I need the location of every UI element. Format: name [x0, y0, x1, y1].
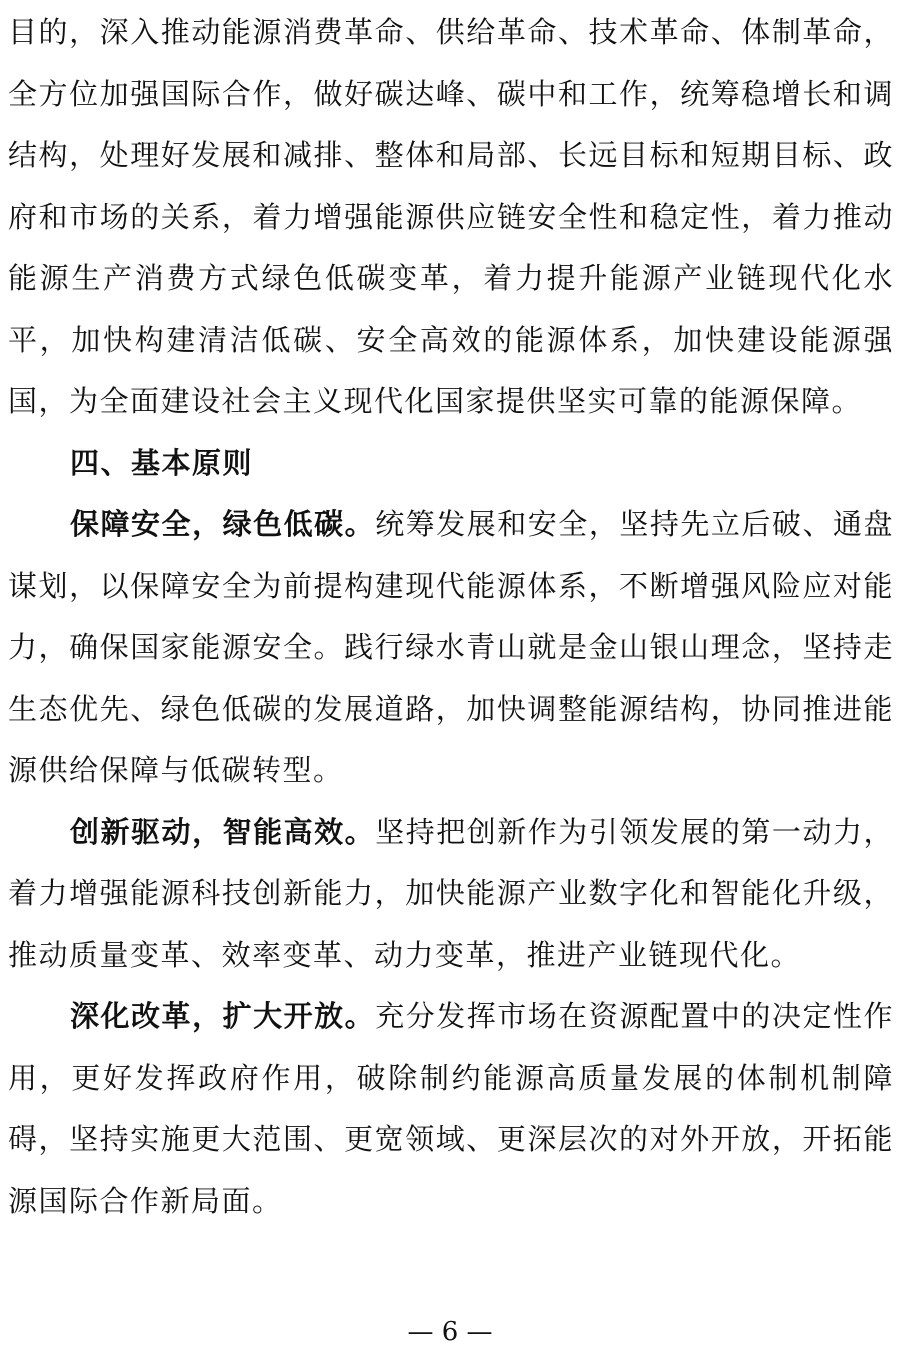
- principle-paragraph-reform: [8, 986, 894, 1232]
- principle-text: 坚持把创新作为引领发展的第一动力，着力增强能源科技创新能力，加快能源产业数字化和智能化升级，推动质量变革、效率变革、动力变革，推进产业链现代化。: [8, 814, 894, 972]
- paragraph-text: 目的，深入推动能源消费革命、供给革命、技术革命、体制革命，全方位加强国际合作，做好碳达峰、碳中和工作，统筹稳增长和调结构，处理好发展和减排、整体和局部、长远目标和短期目标、政府和市场的关系，着力增强能源供应链安全性和稳定性，着力推动能源生产消费方式绿色低碳变革，着力提升能源产业链现代化水平，加快构建清洁低碳、安全高效的能源体系，加快建设能源强国，为全面建设社会主义现代化国家提供坚实可靠的能源保障。: [8, 15, 894, 418]
- principle-paragraph-security: [8, 494, 894, 802]
- principle-lead: 深化改革，扩大开放。: [70, 999, 376, 1033]
- section-heading: 四、基本原则: [70, 445, 254, 480]
- document-body: [8, 2, 894, 1232]
- page-number: — 6 —: [407, 1317, 493, 1347]
- continuation-paragraph: [8, 2, 894, 433]
- principle-text: 充分发挥市场在资源配置中的决定性作用，更好发挥政府作用，破除制约能源高质量发展的体制机制障碍，坚持实施更大范围、更宽领域、更深层次的对外开放，开拓能源国际合作新局面。: [8, 999, 894, 1218]
- principle-lead: 保障安全，绿色低碳。: [70, 507, 376, 541]
- principle-paragraph-innovation: [8, 802, 894, 987]
- principle-lead: 创新驱动，智能高效。: [70, 814, 376, 849]
- principle-text: 统筹发展和安全，坚持先立后破、通盘谋划，以保障安全为前提构建现代能源体系，不断增强风险应对能力，确保国家能源安全。践行绿水青山就是金山银山理念，坚持走生态优先、绿色低碳的发展道路，加快调整能源结构，协同推进能源供给保障与低碳转型。: [8, 507, 894, 787]
